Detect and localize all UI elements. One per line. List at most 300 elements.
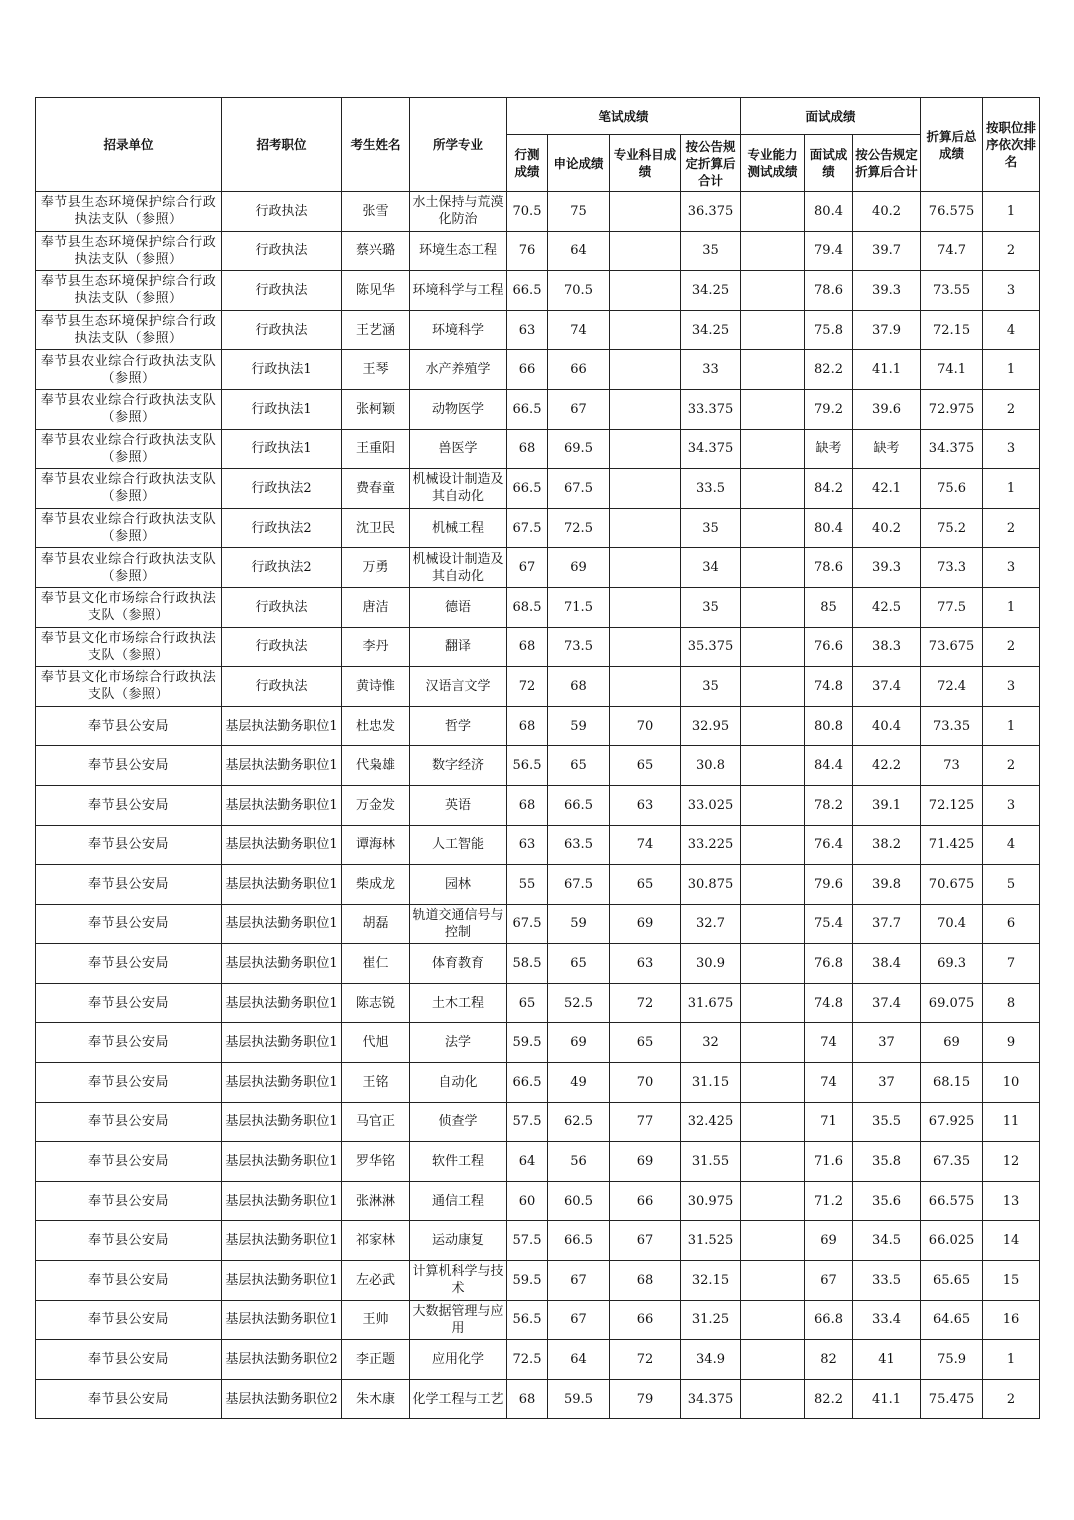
major-cell: 土木工程 (410, 983, 507, 1023)
sl-score-cell: 60.5 (548, 1181, 610, 1221)
table-row (36, 587, 1040, 627)
total-score-cell: 34.375 (921, 429, 983, 469)
unit-cell: 奉节县生态环境保护综合行政执法支队（参照） (36, 231, 222, 271)
table-row (36, 1300, 1040, 1340)
major-cell: 翻译 (410, 627, 507, 667)
major-cell: 水产养殖学 (410, 350, 507, 390)
sl-score-cell: 49 (548, 1063, 610, 1103)
unit-cell: 奉节县公安局 (36, 1261, 222, 1301)
sl-score-cell: 56 (548, 1142, 610, 1182)
position-cell: 基层执法勤务职位1 (222, 825, 342, 865)
interview-score-cell: 84.2 (805, 469, 853, 509)
rank-cell: 1 (983, 706, 1040, 746)
position-cell: 基层执法勤务职位1 (222, 1300, 342, 1340)
xc-score-cell: 68 (507, 429, 548, 469)
rank-cell: 14 (983, 1221, 1040, 1261)
interview-score-cell: 74 (805, 1023, 853, 1063)
written-total-cell: 32.15 (681, 1261, 741, 1301)
unit-cell: 奉节县公安局 (36, 706, 222, 746)
position-cell: 基层执法勤务职位1 (222, 785, 342, 825)
interview-total-cell: 42.1 (853, 469, 921, 509)
major-cell: 动物医学 (410, 389, 507, 429)
xc-score-cell: 59.5 (507, 1023, 548, 1063)
sl-score-cell: 75 (548, 192, 610, 232)
header-written-total: 按公告规定折算后合计 (681, 135, 741, 192)
ability-score-cell (741, 350, 805, 390)
position-cell: 基层执法勤务职位1 (222, 865, 342, 905)
interview-score-cell: 74.8 (805, 667, 853, 707)
rank-cell: 15 (983, 1261, 1040, 1301)
interview-score-cell: 75.8 (805, 310, 853, 350)
interview-score-cell: 84.4 (805, 746, 853, 786)
interview-total-cell: 37.7 (853, 904, 921, 944)
xc-score-cell: 68 (507, 627, 548, 667)
sl-score-cell: 69 (548, 1023, 610, 1063)
position-cell: 基层执法勤务职位1 (222, 904, 342, 944)
zy-score-cell: 66 (610, 1300, 681, 1340)
position-cell: 基层执法勤务职位1 (222, 1063, 342, 1103)
interview-score-cell: 76.6 (805, 627, 853, 667)
written-total-cell: 33.025 (681, 785, 741, 825)
header-interview-total: 按公告规定折算后合计 (853, 135, 921, 192)
table-row (36, 192, 1040, 232)
unit-cell: 奉节县公安局 (36, 785, 222, 825)
interview-total-cell: 39.7 (853, 231, 921, 271)
ability-score-cell (741, 983, 805, 1023)
zy-score-cell (610, 389, 681, 429)
interview-score-cell: 74.8 (805, 983, 853, 1023)
xc-score-cell: 67.5 (507, 508, 548, 548)
position-cell: 基层执法勤务职位1 (222, 983, 342, 1023)
name-cell: 胡磊 (342, 904, 410, 944)
zy-score-cell: 74 (610, 825, 681, 865)
interview-total-cell: 38.2 (853, 825, 921, 865)
interview-total-cell: 39.3 (853, 271, 921, 311)
total-score-cell: 67.35 (921, 1142, 983, 1182)
ability-score-cell (741, 746, 805, 786)
interview-score-cell: 66.8 (805, 1300, 853, 1340)
total-score-cell: 71.425 (921, 825, 983, 865)
ability-score-cell (741, 1023, 805, 1063)
major-cell: 水土保持与荒漠化防治 (410, 192, 507, 232)
interview-score-cell: 80.4 (805, 508, 853, 548)
xc-score-cell: 64 (507, 1142, 548, 1182)
position-cell: 基层执法勤务职位1 (222, 944, 342, 984)
ability-score-cell (741, 706, 805, 746)
sl-score-cell: 67 (548, 1300, 610, 1340)
total-score-cell: 73.675 (921, 627, 983, 667)
xc-score-cell: 66.5 (507, 1063, 548, 1103)
sl-score-cell: 67.5 (548, 865, 610, 905)
table-row (36, 1261, 1040, 1301)
major-cell: 计算机科学与技术 (410, 1261, 507, 1301)
name-cell: 崔仁 (342, 944, 410, 984)
rank-cell: 3 (983, 785, 1040, 825)
name-cell: 柴成龙 (342, 865, 410, 905)
rank-cell: 2 (983, 389, 1040, 429)
table-row (36, 983, 1040, 1023)
rank-cell: 3 (983, 548, 1040, 588)
sl-score-cell: 69 (548, 548, 610, 588)
table-row (36, 746, 1040, 786)
name-cell: 朱木康 (342, 1379, 410, 1419)
sl-score-cell: 67 (548, 1261, 610, 1301)
rank-cell: 3 (983, 429, 1040, 469)
written-total-cell: 34.25 (681, 310, 741, 350)
major-cell: 园林 (410, 865, 507, 905)
xc-score-cell: 67 (507, 548, 548, 588)
zy-score-cell: 79 (610, 1379, 681, 1419)
zy-score-cell: 69 (610, 1142, 681, 1182)
position-cell: 基层执法勤务职位1 (222, 1102, 342, 1142)
xc-score-cell: 66 (507, 350, 548, 390)
written-total-cell: 30.975 (681, 1181, 741, 1221)
interview-score-cell: 82.2 (805, 1379, 853, 1419)
unit-cell: 奉节县农业综合行政执法支队（参照） (36, 350, 222, 390)
written-total-cell: 32 (681, 1023, 741, 1063)
ability-score-cell (741, 825, 805, 865)
total-score-cell: 67.925 (921, 1102, 983, 1142)
table-row (36, 310, 1040, 350)
zy-score-cell (610, 310, 681, 350)
unit-cell: 奉节县公安局 (36, 944, 222, 984)
ability-score-cell (741, 192, 805, 232)
name-cell: 陈见华 (342, 271, 410, 311)
major-cell: 运动康复 (410, 1221, 507, 1261)
header-sl: 申论成绩 (548, 135, 610, 192)
written-total-cell: 31.55 (681, 1142, 741, 1182)
header-xc: 行测成绩 (507, 135, 548, 192)
ability-score-cell (741, 508, 805, 548)
table-row (36, 1379, 1040, 1419)
interview-total-cell: 37 (853, 1023, 921, 1063)
unit-cell: 奉节县生态环境保护综合行政执法支队（参照） (36, 271, 222, 311)
sl-score-cell: 74 (548, 310, 610, 350)
ability-score-cell (741, 1261, 805, 1301)
sl-score-cell: 59.5 (548, 1379, 610, 1419)
table-row (36, 350, 1040, 390)
interview-score-cell: 76.4 (805, 825, 853, 865)
name-cell: 陈志锐 (342, 983, 410, 1023)
ability-score-cell (741, 587, 805, 627)
interview-total-cell: 33.4 (853, 1300, 921, 1340)
name-cell: 王重阳 (342, 429, 410, 469)
rank-cell: 2 (983, 746, 1040, 786)
rank-cell: 11 (983, 1102, 1040, 1142)
position-cell: 基层执法勤务职位1 (222, 1023, 342, 1063)
interview-score-cell: 80.4 (805, 192, 853, 232)
name-cell: 万勇 (342, 548, 410, 588)
name-cell: 唐洁 (342, 587, 410, 627)
position-cell: 行政执法1 (222, 389, 342, 429)
zy-score-cell (610, 508, 681, 548)
major-cell: 通信工程 (410, 1181, 507, 1221)
position-cell: 行政执法 (222, 587, 342, 627)
unit-cell: 奉节县公安局 (36, 1142, 222, 1182)
name-cell: 祁家林 (342, 1221, 410, 1261)
name-cell: 费春童 (342, 469, 410, 509)
header-interview: 面试成绩 (805, 135, 853, 192)
table-row (36, 429, 1040, 469)
sl-score-cell: 68 (548, 667, 610, 707)
table-row (36, 904, 1040, 944)
total-score-cell: 73.3 (921, 548, 983, 588)
unit-cell: 奉节县公安局 (36, 1181, 222, 1221)
interview-total-cell: 39.8 (853, 865, 921, 905)
interview-score-cell: 79.2 (805, 389, 853, 429)
xc-score-cell: 55 (507, 865, 548, 905)
table-row (36, 469, 1040, 509)
major-cell: 环境科学与工程 (410, 271, 507, 311)
xc-score-cell: 68 (507, 706, 548, 746)
unit-cell: 奉节县公安局 (36, 1300, 222, 1340)
position-cell: 基层执法勤务职位1 (222, 1261, 342, 1301)
xc-score-cell: 72.5 (507, 1340, 548, 1380)
ability-score-cell (741, 627, 805, 667)
header-interview-group: 面试成绩 (741, 98, 921, 135)
unit-cell: 奉节县公安局 (36, 1221, 222, 1261)
total-score-cell: 75.9 (921, 1340, 983, 1380)
total-score-cell: 75.6 (921, 469, 983, 509)
ability-score-cell (741, 429, 805, 469)
name-cell: 代旭 (342, 1023, 410, 1063)
zy-score-cell: 66 (610, 1181, 681, 1221)
interview-total-cell: 33.5 (853, 1261, 921, 1301)
sl-score-cell: 64 (548, 231, 610, 271)
xc-score-cell: 58.5 (507, 944, 548, 984)
interview-total-cell: 41.1 (853, 1379, 921, 1419)
rank-cell: 1 (983, 587, 1040, 627)
written-total-cell: 35 (681, 667, 741, 707)
written-total-cell: 32.425 (681, 1102, 741, 1142)
table-row (36, 627, 1040, 667)
interview-score-cell: 71.2 (805, 1181, 853, 1221)
position-cell: 行政执法1 (222, 429, 342, 469)
total-score-cell: 72.15 (921, 310, 983, 350)
major-cell: 环境生态工程 (410, 231, 507, 271)
xc-score-cell: 66.5 (507, 389, 548, 429)
position-cell: 基层执法勤务职位1 (222, 1221, 342, 1261)
ability-score-cell (741, 904, 805, 944)
ability-score-cell (741, 1142, 805, 1182)
interview-score-cell: 69 (805, 1221, 853, 1261)
sl-score-cell: 62.5 (548, 1102, 610, 1142)
name-cell: 马官正 (342, 1102, 410, 1142)
interview-total-cell: 缺考 (853, 429, 921, 469)
written-total-cell: 30.875 (681, 865, 741, 905)
rank-cell: 1 (983, 469, 1040, 509)
total-score-cell: 65.65 (921, 1261, 983, 1301)
name-cell: 王铭 (342, 1063, 410, 1103)
sl-score-cell: 59 (548, 904, 610, 944)
unit-cell: 奉节县公安局 (36, 1340, 222, 1380)
interview-total-cell: 39.6 (853, 389, 921, 429)
zy-score-cell (610, 469, 681, 509)
interview-total-cell: 39.1 (853, 785, 921, 825)
unit-cell: 奉节县农业综合行政执法支队（参照） (36, 548, 222, 588)
position-cell: 行政执法2 (222, 508, 342, 548)
name-cell: 张淋淋 (342, 1181, 410, 1221)
major-cell: 环境科学 (410, 310, 507, 350)
xc-score-cell: 66.5 (507, 271, 548, 311)
major-cell: 轨道交通信号与控制 (410, 904, 507, 944)
interview-total-cell: 40.2 (853, 192, 921, 232)
name-cell: 张柯颖 (342, 389, 410, 429)
total-score-cell: 75.475 (921, 1379, 983, 1419)
table-row (36, 865, 1040, 905)
total-score-cell: 68.15 (921, 1063, 983, 1103)
interview-score-cell: 79.4 (805, 231, 853, 271)
xc-score-cell: 57.5 (507, 1221, 548, 1261)
rank-cell: 13 (983, 1181, 1040, 1221)
interview-total-cell: 35.5 (853, 1102, 921, 1142)
table-row (36, 1063, 1040, 1103)
ability-score-cell (741, 310, 805, 350)
header-position: 招考职位 (222, 98, 342, 192)
name-cell: 张雪 (342, 192, 410, 232)
sl-score-cell: 70.5 (548, 271, 610, 311)
xc-score-cell: 76 (507, 231, 548, 271)
name-cell: 王琴 (342, 350, 410, 390)
rank-cell: 1 (983, 192, 1040, 232)
zy-score-cell: 70 (610, 706, 681, 746)
total-score-cell: 74.7 (921, 231, 983, 271)
position-cell: 基层执法勤务职位2 (222, 1379, 342, 1419)
position-cell: 行政执法1 (222, 350, 342, 390)
unit-cell: 奉节县公安局 (36, 904, 222, 944)
header-rank: 按职位排序依次排名 (983, 98, 1040, 192)
written-total-cell: 36.375 (681, 192, 741, 232)
unit-cell: 奉节县公安局 (36, 825, 222, 865)
position-cell: 基层执法勤务职位2 (222, 1340, 342, 1380)
written-total-cell: 33.225 (681, 825, 741, 865)
xc-score-cell: 68 (507, 785, 548, 825)
zy-score-cell: 72 (610, 983, 681, 1023)
major-cell: 法学 (410, 1023, 507, 1063)
rank-cell: 12 (983, 1142, 1040, 1182)
xc-score-cell: 68 (507, 1379, 548, 1419)
interview-total-cell: 38.4 (853, 944, 921, 984)
name-cell: 王帅 (342, 1300, 410, 1340)
major-cell: 德语 (410, 587, 507, 627)
name-cell: 罗华铭 (342, 1142, 410, 1182)
interview-score-cell: 82.2 (805, 350, 853, 390)
table-row (36, 271, 1040, 311)
unit-cell: 奉节县农业综合行政执法支队（参照） (36, 389, 222, 429)
sl-score-cell: 71.5 (548, 587, 610, 627)
xc-score-cell: 59.5 (507, 1261, 548, 1301)
written-total-cell: 32.95 (681, 706, 741, 746)
sl-score-cell: 67 (548, 389, 610, 429)
xc-score-cell: 67.5 (507, 904, 548, 944)
written-total-cell: 35 (681, 587, 741, 627)
total-score-cell: 77.5 (921, 587, 983, 627)
table-row (36, 1102, 1040, 1142)
interview-total-cell: 37 (853, 1063, 921, 1103)
major-cell: 侦查学 (410, 1102, 507, 1142)
unit-cell: 奉节县公安局 (36, 1023, 222, 1063)
interview-score-cell: 71.6 (805, 1142, 853, 1182)
written-total-cell: 31.525 (681, 1221, 741, 1261)
unit-cell: 奉节县生态环境保护综合行政执法支队（参照） (36, 310, 222, 350)
sl-score-cell: 69.5 (548, 429, 610, 469)
position-cell: 行政执法 (222, 231, 342, 271)
written-total-cell: 34.375 (681, 429, 741, 469)
written-total-cell: 35 (681, 231, 741, 271)
total-score-cell: 69 (921, 1023, 983, 1063)
interview-total-cell: 38.3 (853, 627, 921, 667)
sl-score-cell: 65 (548, 746, 610, 786)
position-cell: 基层执法勤务职位1 (222, 1142, 342, 1182)
written-total-cell: 30.9 (681, 944, 741, 984)
written-total-cell: 33.375 (681, 389, 741, 429)
name-cell: 蔡兴璐 (342, 231, 410, 271)
interview-total-cell: 42.5 (853, 587, 921, 627)
unit-cell: 奉节县公安局 (36, 865, 222, 905)
name-cell: 杜忠发 (342, 706, 410, 746)
interview-score-cell: 79.6 (805, 865, 853, 905)
total-score-cell: 76.575 (921, 192, 983, 232)
major-cell: 化学工程与工艺 (410, 1379, 507, 1419)
interview-score-cell: 71 (805, 1102, 853, 1142)
written-total-cell: 34.375 (681, 1379, 741, 1419)
total-score-cell: 70.4 (921, 904, 983, 944)
written-total-cell: 34 (681, 548, 741, 588)
table-row (36, 231, 1040, 271)
zy-score-cell: 65 (610, 1023, 681, 1063)
unit-cell: 奉节县文化市场综合行政执法支队（参照） (36, 627, 222, 667)
rank-cell: 1 (983, 350, 1040, 390)
ability-score-cell (741, 785, 805, 825)
sl-score-cell: 65 (548, 944, 610, 984)
total-score-cell: 73.35 (921, 706, 983, 746)
interview-total-cell: 41 (853, 1340, 921, 1380)
unit-cell: 奉节县农业综合行政执法支队（参照） (36, 469, 222, 509)
interview-total-cell: 40.4 (853, 706, 921, 746)
name-cell: 李丹 (342, 627, 410, 667)
position-cell: 行政执法2 (222, 548, 342, 588)
table-row (36, 1181, 1040, 1221)
zy-score-cell: 72 (610, 1340, 681, 1380)
written-total-cell: 34.25 (681, 271, 741, 311)
sl-score-cell: 66.5 (548, 1221, 610, 1261)
major-cell: 自动化 (410, 1063, 507, 1103)
table-row (36, 706, 1040, 746)
position-cell: 行政执法 (222, 192, 342, 232)
xc-score-cell: 68.5 (507, 587, 548, 627)
table-row (36, 1023, 1040, 1063)
zy-score-cell (610, 587, 681, 627)
unit-cell: 奉节县文化市场综合行政执法支队（参照） (36, 667, 222, 707)
ability-score-cell (741, 1379, 805, 1419)
total-score-cell: 64.65 (921, 1300, 983, 1340)
written-total-cell: 30.8 (681, 746, 741, 786)
table-row (36, 1340, 1040, 1380)
score-table-body (36, 192, 1040, 1419)
xc-score-cell: 56.5 (507, 746, 548, 786)
xc-score-cell: 66.5 (507, 469, 548, 509)
written-total-cell: 31.15 (681, 1063, 741, 1103)
rank-cell: 9 (983, 1023, 1040, 1063)
sl-score-cell: 67.5 (548, 469, 610, 509)
rank-cell: 3 (983, 271, 1040, 311)
zy-score-cell (610, 627, 681, 667)
rank-cell: 5 (983, 865, 1040, 905)
total-score-cell: 69.3 (921, 944, 983, 984)
written-total-cell: 33 (681, 350, 741, 390)
interview-score-cell: 85 (805, 587, 853, 627)
name-cell: 万金发 (342, 785, 410, 825)
